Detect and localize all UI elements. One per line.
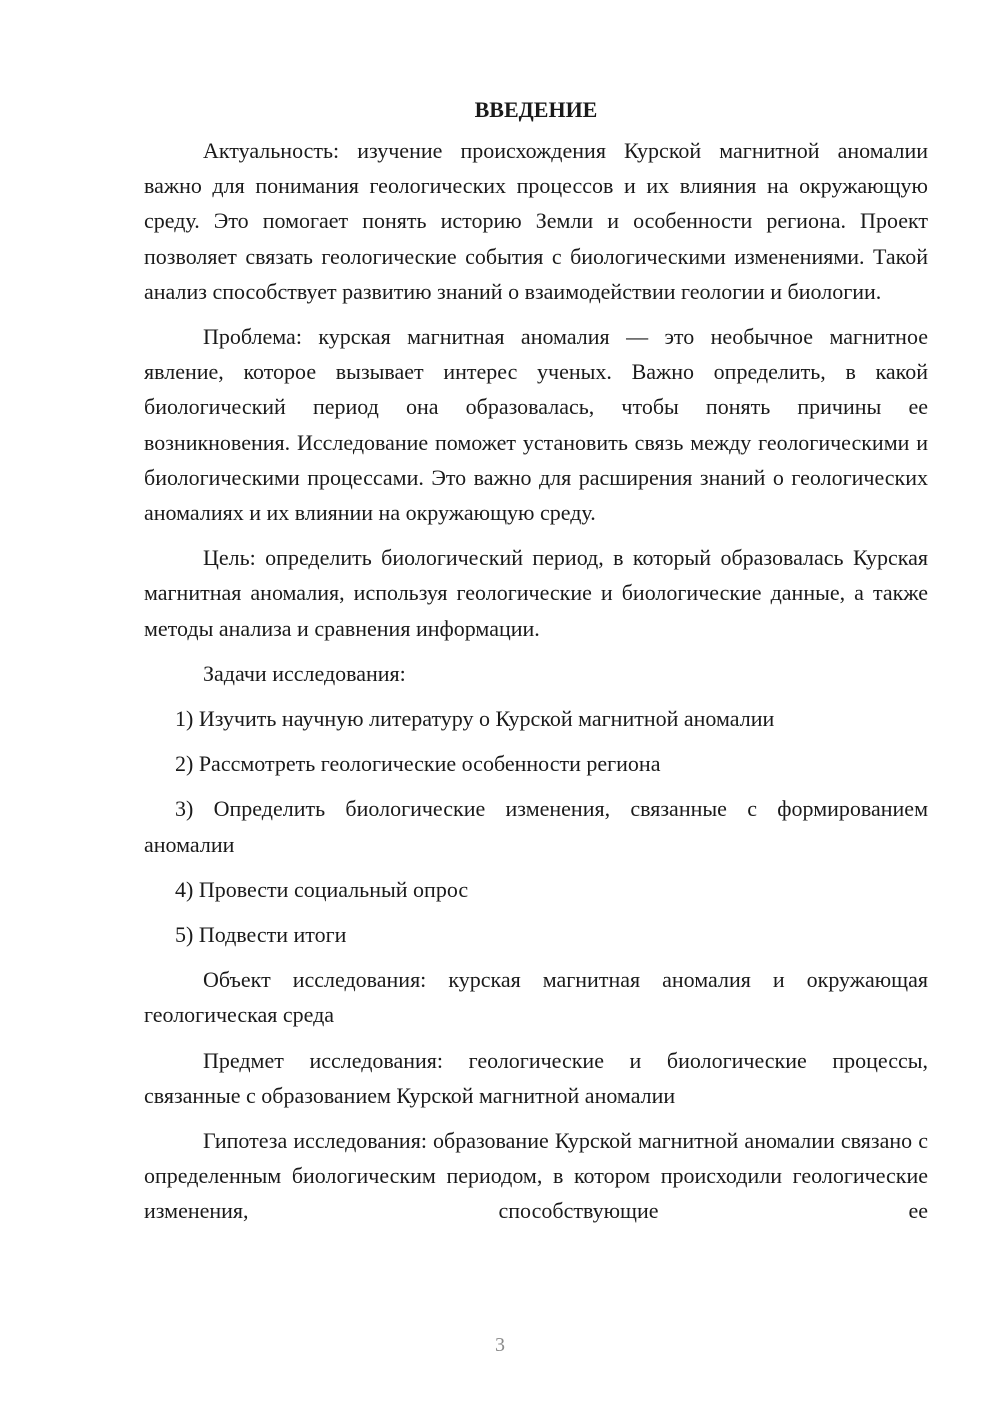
- document-page: [144, 92, 928, 1239]
- task-item-3: 3) Определить биологические изменения, связанные с формированием аномалии: [144, 796, 928, 857]
- task-item-1: 1) Изучить научную литературу о Курской магнитной аномалии: [175, 706, 775, 732]
- task-item-5: 5) Подвести итоги: [175, 922, 347, 948]
- section-title: ВВЕДЕНИЕ: [474, 97, 598, 122]
- paragraph-problem: Проблема: курская магнитная аномалия — это необычное магнитное явление, которое вызывает интерес ученых. Важно определить, в какой биологический период она образовалась, чтобы понять причины ее возникновения. Исследование поможет установить связь между геологическими и биологическими процессами. Это важно для расширения знаний о геологических аномалиях и их влиянии на окружающую среду.: [144, 324, 928, 526]
- tasks-heading: Задачи исследования:: [203, 660, 406, 686]
- paragraph-relevance: Актуальность: изучение происхождения Курской магнитной аномалии важно для понимания геологических процессов и их влияния на окружающую среду. Это помогает понять историю Земли и особенности региона. Проект позволяет связать геологические события с биологическими изменениями. Такой анализ способствует развитию знаний о взаимодействии геологии и биологии.: [144, 138, 928, 304]
- task-item-4: 4) Провести социальный опрос: [175, 876, 469, 902]
- paragraph-hypothesis: Гипотеза исследования: образование Курской магнитной аномалии связано с определенным биологическим периодом, в котором происходили геологические изменения, способствующие ее: [144, 1128, 928, 1224]
- paragraph-goal: Цель: определить биологический период, в который образовалась Курская магнитная аномалия, используя геологические и биологические данные, а также методы анализа и сравнения информации.: [144, 545, 928, 641]
- task-item-2: 2) Рассмотреть геологические особенности региона: [175, 751, 661, 777]
- paragraph-object: Объект исследования: курская магнитная аномалия и окружающая геологическая среда: [144, 967, 928, 1028]
- page-number: 3: [495, 1334, 505, 1356]
- paragraph-subject: Предмет исследования: геологические и биологические процессы, связанные с образованием Курской магнитной аномалии: [144, 1047, 928, 1108]
